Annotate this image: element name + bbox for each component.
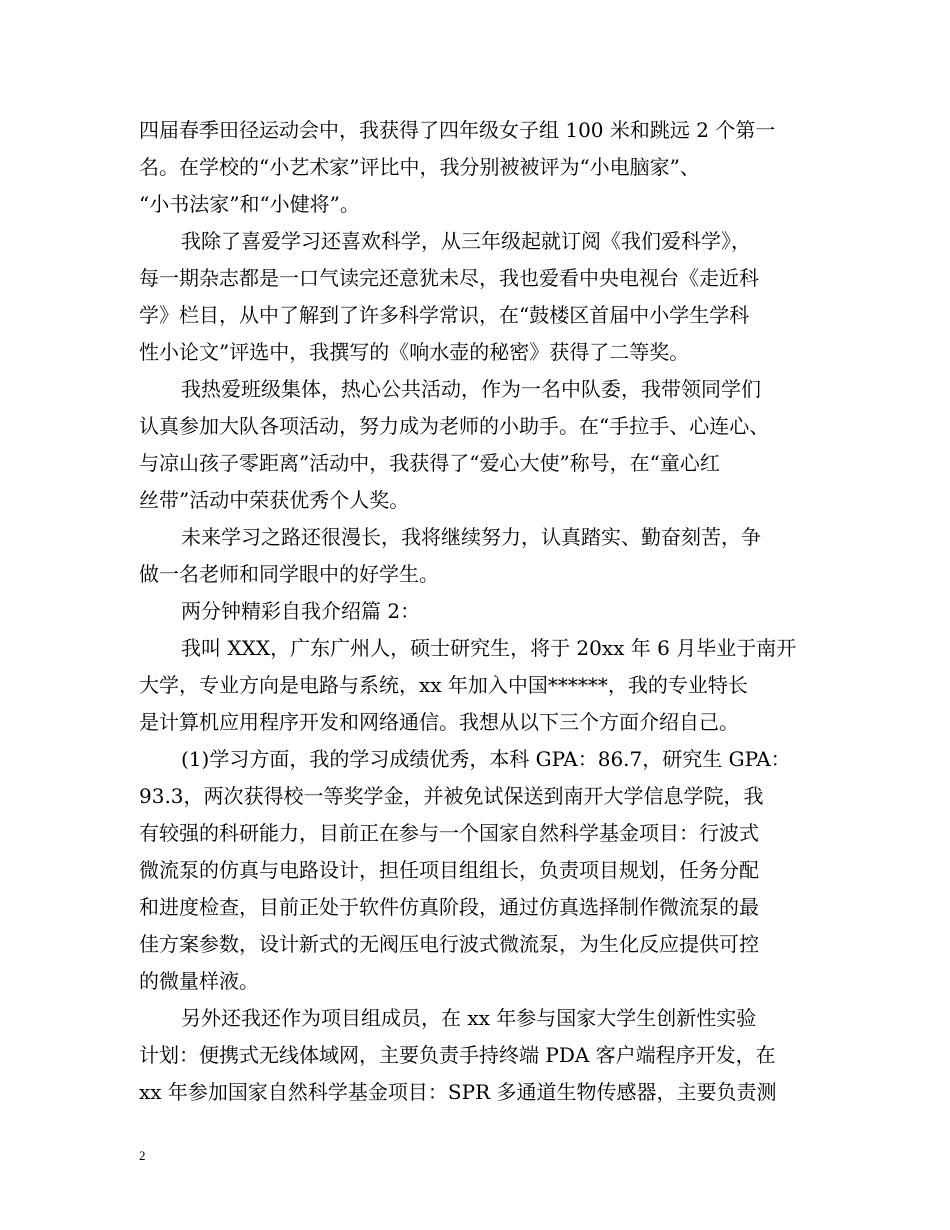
text-line: 是计算机应用程序开发和网络通信。我想从以下三个方面介绍自己。 [139, 710, 739, 734]
text-line: 与凉山孩子零距离”活动中，我获得了“爱心大使”称号，在“童心红 [139, 451, 720, 475]
page-number: 2 [139, 1148, 146, 1163]
text-line: 大学，专业方向是电路与系统，xx 年加入中国******，我的专业特长 [139, 673, 748, 697]
text-line: 做一名老师和同学眼中的好学生。 [139, 562, 439, 586]
text-line: 计划：便携式无线体域网，主要负责手持终端 PDA 客户端程序开发，在 [139, 1043, 776, 1067]
paragraph-first-line: (1)学习方面，我的学习成绩优秀，本科 GPA：86.7，研究生 GPA： [181, 747, 791, 771]
text-line: 有较强的科研能力，目前正在参与一个国家自然科学基金项目：行波式 [139, 821, 759, 845]
paragraph-first-line: 我热爱班级集体，热心公共活动，作为一名中队委，我带领同学们 [181, 377, 761, 401]
text-line: “小书法家”和“小健将”。 [139, 192, 360, 216]
text-line: 名。在学校的“小艺术家”评比中，我分别被被评为“小电脑家”、 [139, 155, 700, 179]
text-line: xx 年参加国家自然科学基金项目：SPR 多通道生物传感器，主要负责测 [139, 1080, 777, 1104]
paragraph-first-line: 未来学习之路还很漫长，我将继续努力，认真踏实、勤奋刻苦，争 [181, 525, 761, 549]
text-line: 每一期杂志都是一口气读完还意犹未尽，我也爱看中央电视台《走近科 [139, 266, 759, 290]
paragraph-first-line: 我叫 XXX，广东广州人，硕士研究生，将于 20xx 年 6 月毕业于南开 [181, 636, 797, 660]
text-line: 学》栏目，从中了解到了许多科学常识，在“鼓楼区首届中小学生学科 [139, 303, 750, 327]
text-line: 和进度检查，目前正处于软件仿真阶段，通过仿真选择制作微流泵的最 [139, 895, 759, 919]
text-line: 性小论文”评选中，我撰写的《响水壶的秘密》获得了二等奖。 [139, 340, 690, 364]
section-heading: 两分钟精彩自我介绍篇 2： [181, 599, 421, 623]
paragraph-first-line: 另外还我还作为项目组成员，在 xx 年参与国家大学生创新性实验 [181, 1006, 757, 1030]
text-line: 丝带”活动中荣获优秀个人奖。 [139, 488, 410, 512]
text-line: 微流泵的仿真与电路设计，担任项目组组长，负责项目规划，任务分配 [139, 858, 759, 882]
text-line: 93.3，两次获得校一等奖学金，并被免试保送到南开大学信息学院，我 [139, 784, 764, 808]
paragraph-first-line: 我除了喜爱学习还喜欢科学，从三年级起就订阅《我们爱科学》， [181, 229, 751, 253]
text-line: 认真参加大队各项活动，努力成为老师的小助手。在“手拉手、心连心、 [139, 414, 770, 438]
text-line: 四届春季田径运动会中，我获得了四年级女子组 100 米和跳远 2 个第一 [139, 118, 776, 142]
text-line: 佳方案参数，设计新式的无阀压电行波式微流泵，为生化反应提供可控 [139, 932, 759, 956]
text-line: 的微量样液。 [139, 969, 259, 993]
